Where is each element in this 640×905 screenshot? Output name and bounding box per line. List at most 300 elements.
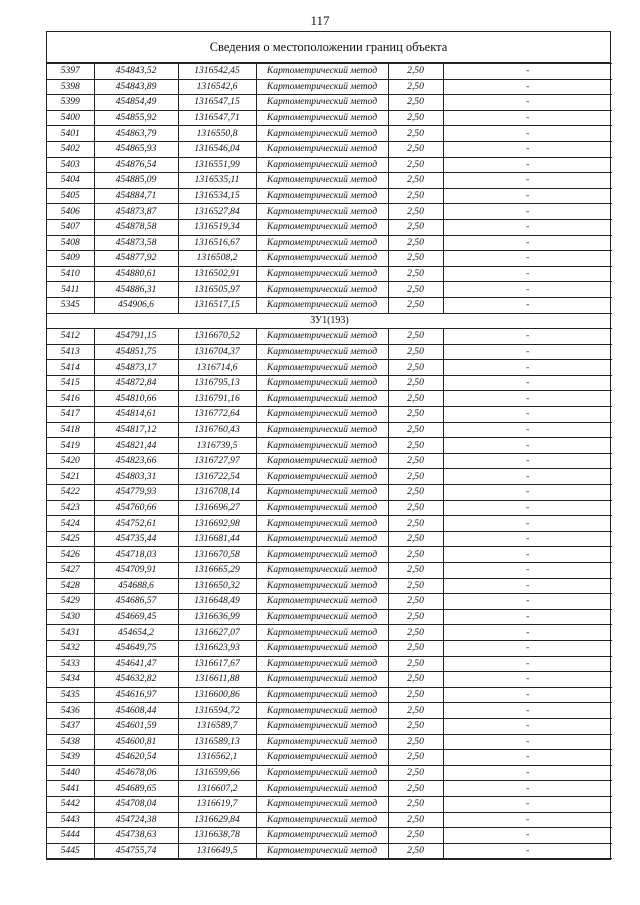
description-cell: - [443,687,612,703]
point-number-cell: 5425 [47,531,94,547]
y-coordinate-cell: 1316534,15 [178,188,256,204]
x-coordinate-cell: 454600,81 [94,734,178,750]
method-cell: Картометрический метод [256,516,388,532]
accuracy-cell: 2,50 [388,531,443,547]
accuracy-cell: 2,50 [388,375,443,391]
method-cell: Картометрический метод [256,812,388,828]
point-number-cell: 5400 [47,110,94,126]
y-coordinate-cell: 1316739,5 [178,438,256,454]
point-number-cell: 5427 [47,563,94,579]
x-coordinate-cell: 454791,15 [94,329,178,345]
method-cell: Картометрический метод [256,640,388,656]
description-cell: - [443,625,612,641]
table-row [47,219,612,235]
accuracy-cell: 2,50 [388,360,443,376]
description-cell: - [443,407,612,423]
method-cell: Картометрический метод [256,126,388,142]
accuracy-cell: 2,50 [388,469,443,485]
accuracy-cell: 2,50 [388,235,443,251]
description-cell: - [443,531,612,547]
description-cell: - [443,843,612,859]
accuracy-cell: 2,50 [388,188,443,204]
point-number-cell: 5445 [47,843,94,859]
table-row [47,578,612,594]
table-row [47,251,612,267]
description-cell: - [443,344,612,360]
method-cell: Картометрический метод [256,282,388,298]
accuracy-cell: 2,50 [388,95,443,111]
point-number-cell: 5401 [47,126,94,142]
coordinates-table-sheet [46,31,611,860]
description-cell: - [443,703,612,719]
y-coordinate-cell: 1316594,72 [178,703,256,719]
table-row [47,235,612,251]
description-cell: - [443,157,612,173]
method-cell: Картометрический метод [256,204,388,220]
x-coordinate-cell: 454855,92 [94,110,178,126]
x-coordinate-cell: 454885,09 [94,173,178,189]
description-cell: - [443,485,612,501]
table-row [47,79,612,95]
accuracy-cell: 2,50 [388,656,443,672]
accuracy-cell: 2,50 [388,422,443,438]
x-coordinate-cell: 454620,54 [94,750,178,766]
accuracy-cell: 2,50 [388,407,443,423]
table-row [47,609,612,625]
description-cell: - [443,547,612,563]
point-number-cell: 5435 [47,687,94,703]
point-number-cell: 5417 [47,407,94,423]
method-cell: Картометрический метод [256,687,388,703]
y-coordinate-cell: 1316649,5 [178,843,256,859]
x-coordinate-cell: 454817,12 [94,422,178,438]
table-row [47,266,612,282]
description-cell: - [443,828,612,844]
description-cell: - [443,469,612,485]
description-cell: - [443,64,612,80]
x-coordinate-cell: 454709,91 [94,563,178,579]
y-coordinate-cell: 1316599,66 [178,765,256,781]
x-coordinate-cell: 454779,93 [94,485,178,501]
point-number-cell: 5398 [47,79,94,95]
description-cell: - [443,188,612,204]
table-row [47,204,612,220]
accuracy-cell: 2,50 [388,204,443,220]
accuracy-cell: 2,50 [388,718,443,734]
x-coordinate-cell: 454616,97 [94,687,178,703]
x-coordinate-cell: 454810,66 [94,391,178,407]
description-cell: - [443,516,612,532]
description-cell: - [443,95,612,111]
y-coordinate-cell: 1316502,91 [178,266,256,282]
x-coordinate-cell: 454760,66 [94,500,178,516]
method-cell: Картометрический метод [256,578,388,594]
accuracy-cell: 2,50 [388,750,443,766]
description-cell: - [443,812,612,828]
table-row [47,95,612,111]
y-coordinate-cell: 1316589,13 [178,734,256,750]
point-number-cell: 5420 [47,453,94,469]
y-coordinate-cell: 1316727,97 [178,453,256,469]
accuracy-cell: 2,50 [388,781,443,797]
x-coordinate-cell: 454654,2 [94,625,178,641]
point-number-cell: 5406 [47,204,94,220]
table-row [47,282,612,298]
table-row [47,640,612,656]
y-coordinate-cell: 1316519,34 [178,219,256,235]
method-cell: Картометрический метод [256,422,388,438]
method-cell: Картометрический метод [256,360,388,376]
y-coordinate-cell: 1316547,15 [178,95,256,111]
x-coordinate-cell: 454755,74 [94,843,178,859]
accuracy-cell: 2,50 [388,251,443,267]
x-coordinate-cell: 454865,93 [94,141,178,157]
point-number-cell: 5403 [47,157,94,173]
point-number-cell: 5410 [47,266,94,282]
description-cell: - [443,204,612,220]
point-number-cell: 5430 [47,609,94,625]
method-cell: Картометрический метод [256,188,388,204]
accuracy-cell: 2,50 [388,126,443,142]
point-number-cell: 5443 [47,812,94,828]
accuracy-cell: 2,50 [388,843,443,859]
x-coordinate-cell: 454708,04 [94,796,178,812]
method-cell: Картометрический метод [256,843,388,859]
table-row [47,157,612,173]
table-row [47,765,612,781]
y-coordinate-cell: 1316704,37 [178,344,256,360]
x-coordinate-cell: 454823,66 [94,453,178,469]
point-number-cell: 5438 [47,734,94,750]
method-cell: Картометрический метод [256,235,388,251]
point-number-cell: 5424 [47,516,94,532]
description-cell: - [443,235,612,251]
table-row [47,672,612,688]
method-cell: Картометрический метод [256,375,388,391]
accuracy-cell: 2,50 [388,563,443,579]
point-number-cell: 5399 [47,95,94,111]
method-cell: Картометрический метод [256,266,388,282]
y-coordinate-cell: 1316772,64 [178,407,256,423]
point-number-cell: 5440 [47,765,94,781]
table-row [47,718,612,734]
point-number-cell: 5423 [47,500,94,516]
y-coordinate-cell: 1316562,1 [178,750,256,766]
point-number-cell: 5411 [47,282,94,298]
method-cell: Картометрический метод [256,329,388,345]
table-row [47,563,612,579]
x-coordinate-cell: 454863,79 [94,126,178,142]
accuracy-cell: 2,50 [388,344,443,360]
accuracy-cell: 2,50 [388,438,443,454]
method-cell: Картометрический метод [256,750,388,766]
table-row [47,126,612,142]
x-coordinate-cell: 454843,52 [94,64,178,80]
accuracy-cell: 2,50 [388,157,443,173]
accuracy-cell: 2,50 [388,266,443,282]
x-coordinate-cell: 454803,31 [94,469,178,485]
table-body-part-1 [47,64,612,314]
y-coordinate-cell: 1316516,67 [178,235,256,251]
description-cell: - [443,251,612,267]
x-coordinate-cell: 454854,49 [94,95,178,111]
description-cell: - [443,329,612,345]
method-cell: Картометрический метод [256,469,388,485]
table-row [47,360,612,376]
method-cell: Картометрический метод [256,344,388,360]
table-row [47,407,612,423]
y-coordinate-cell: 1316638,78 [178,828,256,844]
description-cell: - [443,796,612,812]
x-coordinate-cell: 454876,54 [94,157,178,173]
table-row [47,812,612,828]
method-cell: Картометрический метод [256,781,388,797]
y-coordinate-cell: 1316791,16 [178,391,256,407]
method-cell: Картометрический метод [256,625,388,641]
point-number-cell: 5418 [47,422,94,438]
description-cell: - [443,282,612,298]
accuracy-cell: 2,50 [388,547,443,563]
description-cell: - [443,656,612,672]
point-number-cell: 5436 [47,703,94,719]
point-number-cell: 5432 [47,640,94,656]
x-coordinate-cell: 454678,06 [94,765,178,781]
table-title: Сведения о местоположении границ объекта [47,32,610,63]
point-number-cell: 5413 [47,344,94,360]
x-coordinate-cell: 454738,63 [94,828,178,844]
section-row [47,313,612,329]
table-row [47,173,612,189]
accuracy-cell: 2,50 [388,282,443,298]
x-coordinate-cell: 454872,84 [94,375,178,391]
y-coordinate-cell: 1316648,49 [178,594,256,610]
description-cell: - [443,110,612,126]
accuracy-cell: 2,50 [388,765,443,781]
description-cell: - [443,141,612,157]
method-cell: Картометрический метод [256,703,388,719]
accuracy-cell: 2,50 [388,594,443,610]
method-cell: Картометрический метод [256,531,388,547]
y-coordinate-cell: 1316542,6 [178,79,256,95]
table-row [47,375,612,391]
description-cell: - [443,375,612,391]
page-number: 117 [310,13,330,28]
table-row [47,843,612,859]
table-row [47,64,612,80]
accuracy-cell: 2,50 [388,173,443,189]
y-coordinate-cell: 1316696,27 [178,500,256,516]
y-coordinate-cell: 1316505,97 [178,282,256,298]
point-number-cell: 5407 [47,219,94,235]
accuracy-cell: 2,50 [388,625,443,641]
point-number-cell: 5428 [47,578,94,594]
point-number-cell: 5421 [47,469,94,485]
accuracy-cell: 2,50 [388,297,443,313]
description-cell: - [443,173,612,189]
method-cell: Картометрический метод [256,672,388,688]
x-coordinate-cell: 454688,6 [94,578,178,594]
method-cell: Картометрический метод [256,407,388,423]
point-number-cell: 5404 [47,173,94,189]
y-coordinate-cell: 1316550,8 [178,126,256,142]
description-cell: - [443,360,612,376]
table-row [47,531,612,547]
accuracy-cell: 2,50 [388,796,443,812]
method-cell: Картометрический метод [256,297,388,313]
x-coordinate-cell: 454873,87 [94,204,178,220]
table-row [47,516,612,532]
method-cell: Картометрический метод [256,563,388,579]
x-coordinate-cell: 454641,47 [94,656,178,672]
y-coordinate-cell: 1316795,13 [178,375,256,391]
y-coordinate-cell: 1316708,14 [178,485,256,501]
accuracy-cell: 2,50 [388,391,443,407]
accuracy-cell: 2,50 [388,516,443,532]
table-row [47,453,612,469]
x-coordinate-cell: 454843,89 [94,79,178,95]
method-cell: Картометрический метод [256,594,388,610]
point-number-cell: 5409 [47,251,94,267]
y-coordinate-cell: 1316623,93 [178,640,256,656]
point-number-cell: 5434 [47,672,94,688]
point-number-cell: 5441 [47,781,94,797]
point-number-cell: 5402 [47,141,94,157]
y-coordinate-cell: 1316670,58 [178,547,256,563]
x-coordinate-cell: 454884,71 [94,188,178,204]
x-coordinate-cell: 454886,31 [94,282,178,298]
y-coordinate-cell: 1316611,88 [178,672,256,688]
y-coordinate-cell: 1316619,7 [178,796,256,812]
method-cell: Картометрический метод [256,110,388,126]
accuracy-cell: 2,50 [388,110,443,126]
table-row [47,750,612,766]
description-cell: - [443,781,612,797]
description-cell: - [443,765,612,781]
description-cell: - [443,750,612,766]
method-cell: Картометрический метод [256,157,388,173]
table-row [47,297,612,313]
table-row [47,422,612,438]
y-coordinate-cell: 1316600,86 [178,687,256,703]
x-coordinate-cell: 454686,57 [94,594,178,610]
description-cell: - [443,734,612,750]
x-coordinate-cell: 454601,59 [94,718,178,734]
table-row [47,781,612,797]
y-coordinate-cell: 1316607,2 [178,781,256,797]
method-cell: Картометрический метод [256,79,388,95]
description-cell: - [443,578,612,594]
description-cell: - [443,438,612,454]
section-label: ЗУ1(193) [47,313,612,329]
table-row [47,828,612,844]
method-cell: Картометрический метод [256,796,388,812]
description-cell: - [443,391,612,407]
x-coordinate-cell: 454877,92 [94,251,178,267]
x-coordinate-cell: 454689,65 [94,781,178,797]
point-number-cell: 5419 [47,438,94,454]
point-number-cell: 5426 [47,547,94,563]
x-coordinate-cell: 454880,61 [94,266,178,282]
y-coordinate-cell: 1316692,98 [178,516,256,532]
method-cell: Картометрический метод [256,656,388,672]
table-row [47,500,612,516]
accuracy-cell: 2,50 [388,79,443,95]
table-row [47,344,612,360]
accuracy-cell: 2,50 [388,734,443,750]
y-coordinate-cell: 1316636,99 [178,609,256,625]
accuracy-cell: 2,50 [388,453,443,469]
accuracy-cell: 2,50 [388,578,443,594]
point-number-cell: 5444 [47,828,94,844]
accuracy-cell: 2,50 [388,141,443,157]
method-cell: Картометрический метод [256,718,388,734]
table-row [47,687,612,703]
method-cell: Картометрический метод [256,734,388,750]
table-row [47,594,612,610]
y-coordinate-cell: 1316589,7 [178,718,256,734]
x-coordinate-cell: 454649,75 [94,640,178,656]
point-number-cell: 5405 [47,188,94,204]
description-cell: - [443,219,612,235]
coordinates-table [47,63,612,859]
accuracy-cell: 2,50 [388,609,443,625]
table-row [47,469,612,485]
table-row [47,656,612,672]
accuracy-cell: 2,50 [388,500,443,516]
accuracy-cell: 2,50 [388,828,443,844]
accuracy-cell: 2,50 [388,703,443,719]
description-cell: - [443,422,612,438]
y-coordinate-cell: 1316617,67 [178,656,256,672]
method-cell: Картометрический метод [256,438,388,454]
accuracy-cell: 2,50 [388,329,443,345]
x-coordinate-cell: 454632,82 [94,672,178,688]
table-row [47,485,612,501]
section-header [47,313,612,329]
method-cell: Картометрический метод [256,173,388,189]
point-number-cell: 5408 [47,235,94,251]
y-coordinate-cell: 1316527,84 [178,204,256,220]
accuracy-cell: 2,50 [388,812,443,828]
y-coordinate-cell: 1316542,45 [178,64,256,80]
table-body-part-2 [47,329,612,859]
x-coordinate-cell: 454873,17 [94,360,178,376]
x-coordinate-cell: 454814,61 [94,407,178,423]
y-coordinate-cell: 1316517,15 [178,297,256,313]
x-coordinate-cell: 454669,45 [94,609,178,625]
description-cell: - [443,640,612,656]
description-cell: - [443,609,612,625]
x-coordinate-cell: 454878,58 [94,219,178,235]
y-coordinate-cell: 1316627,07 [178,625,256,641]
table-row [47,547,612,563]
y-coordinate-cell: 1316547,71 [178,110,256,126]
accuracy-cell: 2,50 [388,672,443,688]
method-cell: Картометрический метод [256,547,388,563]
point-number-cell: 5437 [47,718,94,734]
y-coordinate-cell: 1316650,32 [178,578,256,594]
method-cell: Картометрический метод [256,141,388,157]
x-coordinate-cell: 454724,38 [94,812,178,828]
point-number-cell: 5415 [47,375,94,391]
point-number-cell: 5414 [47,360,94,376]
point-number-cell: 5422 [47,485,94,501]
x-coordinate-cell: 454718,03 [94,547,178,563]
method-cell: Картометрический метод [256,219,388,235]
method-cell: Картометрический метод [256,64,388,80]
method-cell: Картометрический метод [256,391,388,407]
accuracy-cell: 2,50 [388,219,443,235]
